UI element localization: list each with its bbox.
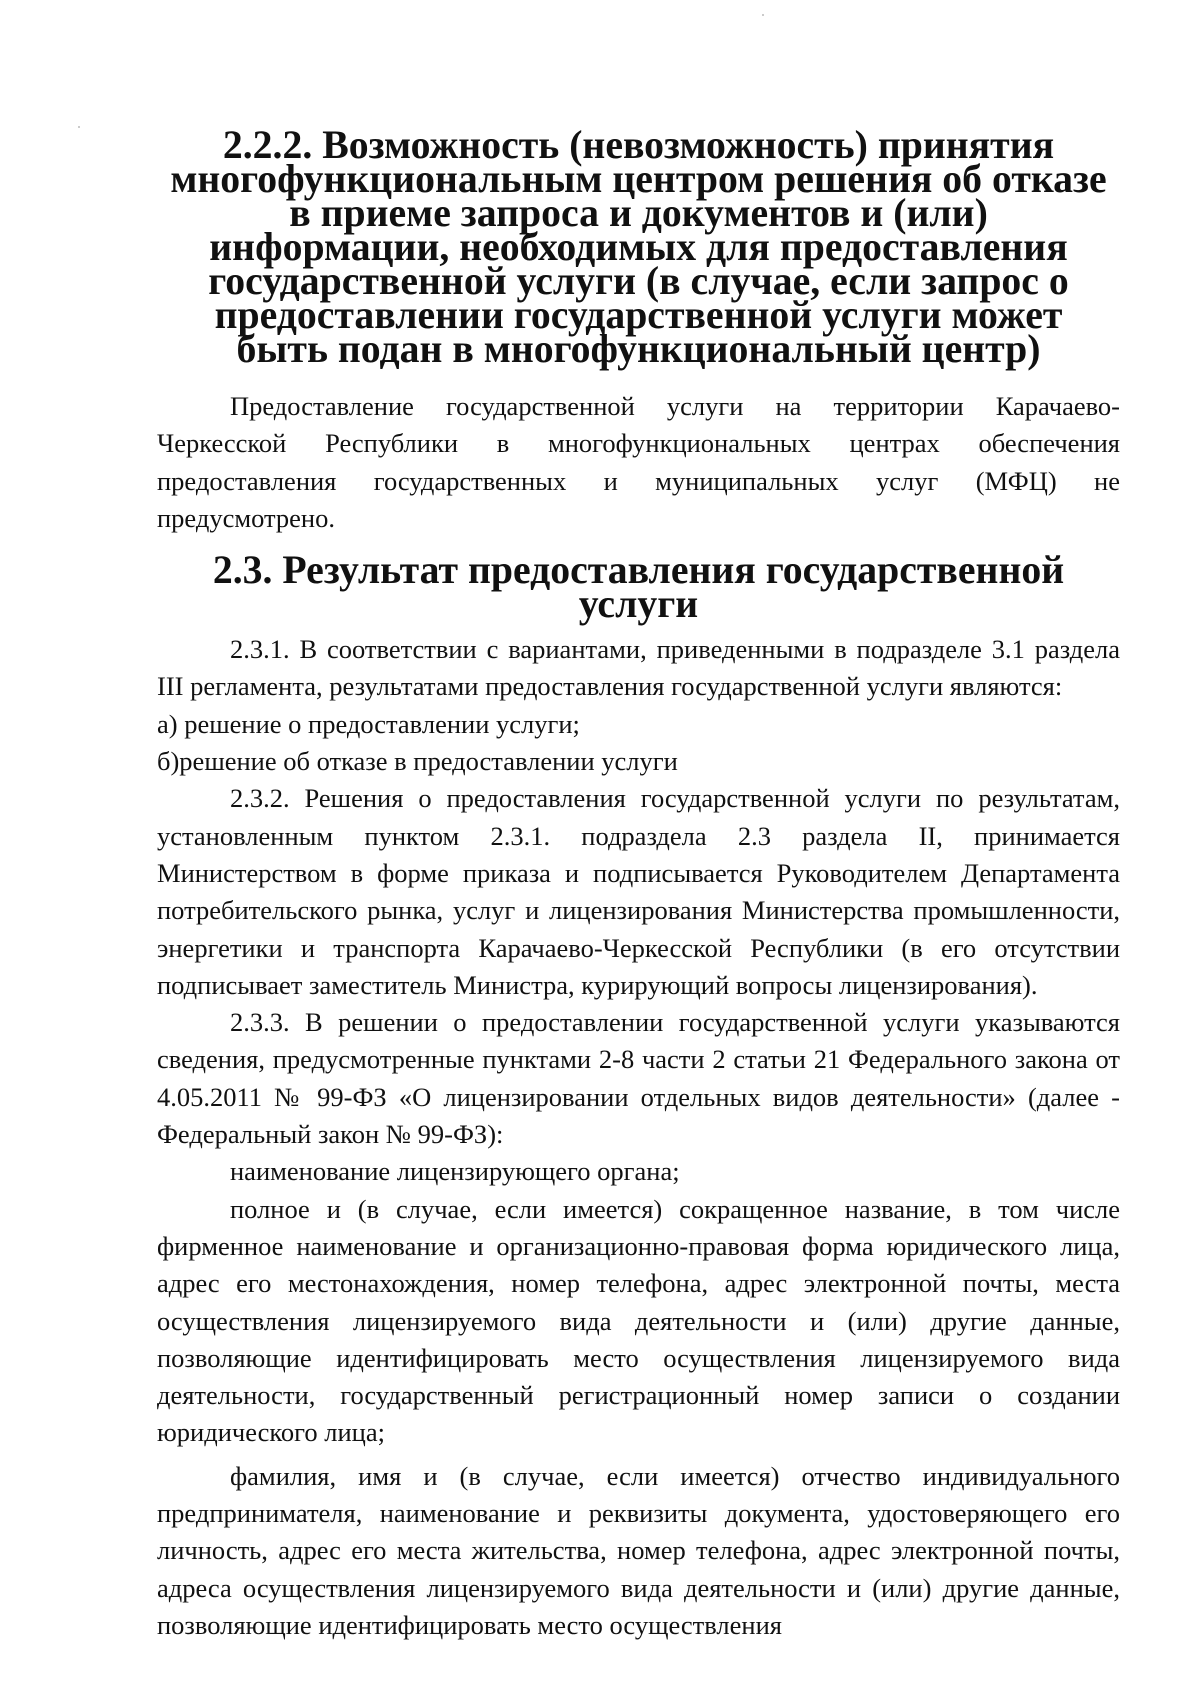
section-heading-2-2-2: 2.2.2. Возможность (невозможность) принятия многофункциональным центром решения об отказе в приеме запроса и документов и (или) информации, необходимых для предоставления государственной услуги (в случае, если запрос о предоставлении государственной услуги может быть подан в многофункциональный центр) (170, 123, 1107, 371)
section-heading-2-3: 2.3. Результат предоставления государственной услуги (212, 548, 1065, 627)
list-item-a: а) решение о предоставлении услуги; (157, 708, 580, 739)
scan-speck (78, 126, 80, 128)
scan-speck (762, 14, 764, 16)
list-item-b: б)решение об отказе в предоставлении услуги (157, 746, 678, 777)
document-body (157, 123, 1120, 1644)
list-item-legal-entity: полное и (в случае, если имеется) сокращенное название, в том числе фирменное наименование и организационно-правовая форма юридического лица, адрес его местонахождения, номер телефона, адрес электронной почты, места осуществления лицензируемого вида деятельности и (или) другие данные, позволяющие идентифицировать место осуществления лицензируемого вида деятельности, государственный регистрационный номер записи о создании юридического лица; (157, 1193, 1120, 1448)
paragraph-2-3-2: 2.3.2. Решения о предоставления государственной услуги по результатам, установленным пунктом 2.3.1. подраздела 2.3 раздела II, принимается Министерством в форме приказа и подписывается Руководителем Департамента потребительского рынка, услуг и лицензирования Министерства промышленности, энергетики и транспорта Карачаево-Черкесской Республики (в его отсутствии подписывает заместитель Министра, курирующий вопросы лицензирования). (157, 783, 1120, 1000)
list-item-organ: наименование лицензирующего органа; (230, 1156, 680, 1187)
list-item-entrepreneur: фамилия, имя и (в случае, если имеется) отчество индивидуального предпринимателя, наименование и реквизиты документа, удостоверяющего его личность, адрес его места жительства, номер телефона, адрес электронной почты, адреса осуществления лицензируемого вида деятельности и (или) другие данные, позволяющие идентифицировать место осуществления (157, 1460, 1120, 1640)
paragraph-2-3-1: 2.3.1. В соответствии с вариантами, приведенными в подразделе 3.1 раздела III регламента, результатами предоставления государственной услуги являются: (157, 634, 1120, 702)
paragraph-mfc: Предоставление государственной услуги на территории Карачаево-Черкесской Республики в многофункциональных центрах обеспечения предоставления государственных и муниципальных услуг (МФЦ) не предусмотрено. (157, 391, 1120, 533)
paragraph-2-3-3: 2.3.3. В решении о предоставлении государственной услуги указываются сведения, предусмотренные пунктами 2-8 части 2 статьи 21 Федерального закона от 4.05.2011 № 99-ФЗ «О лицензировании отдельных видов деятельности» (далее - Федеральный закон № 99-ФЗ): (157, 1007, 1120, 1150)
